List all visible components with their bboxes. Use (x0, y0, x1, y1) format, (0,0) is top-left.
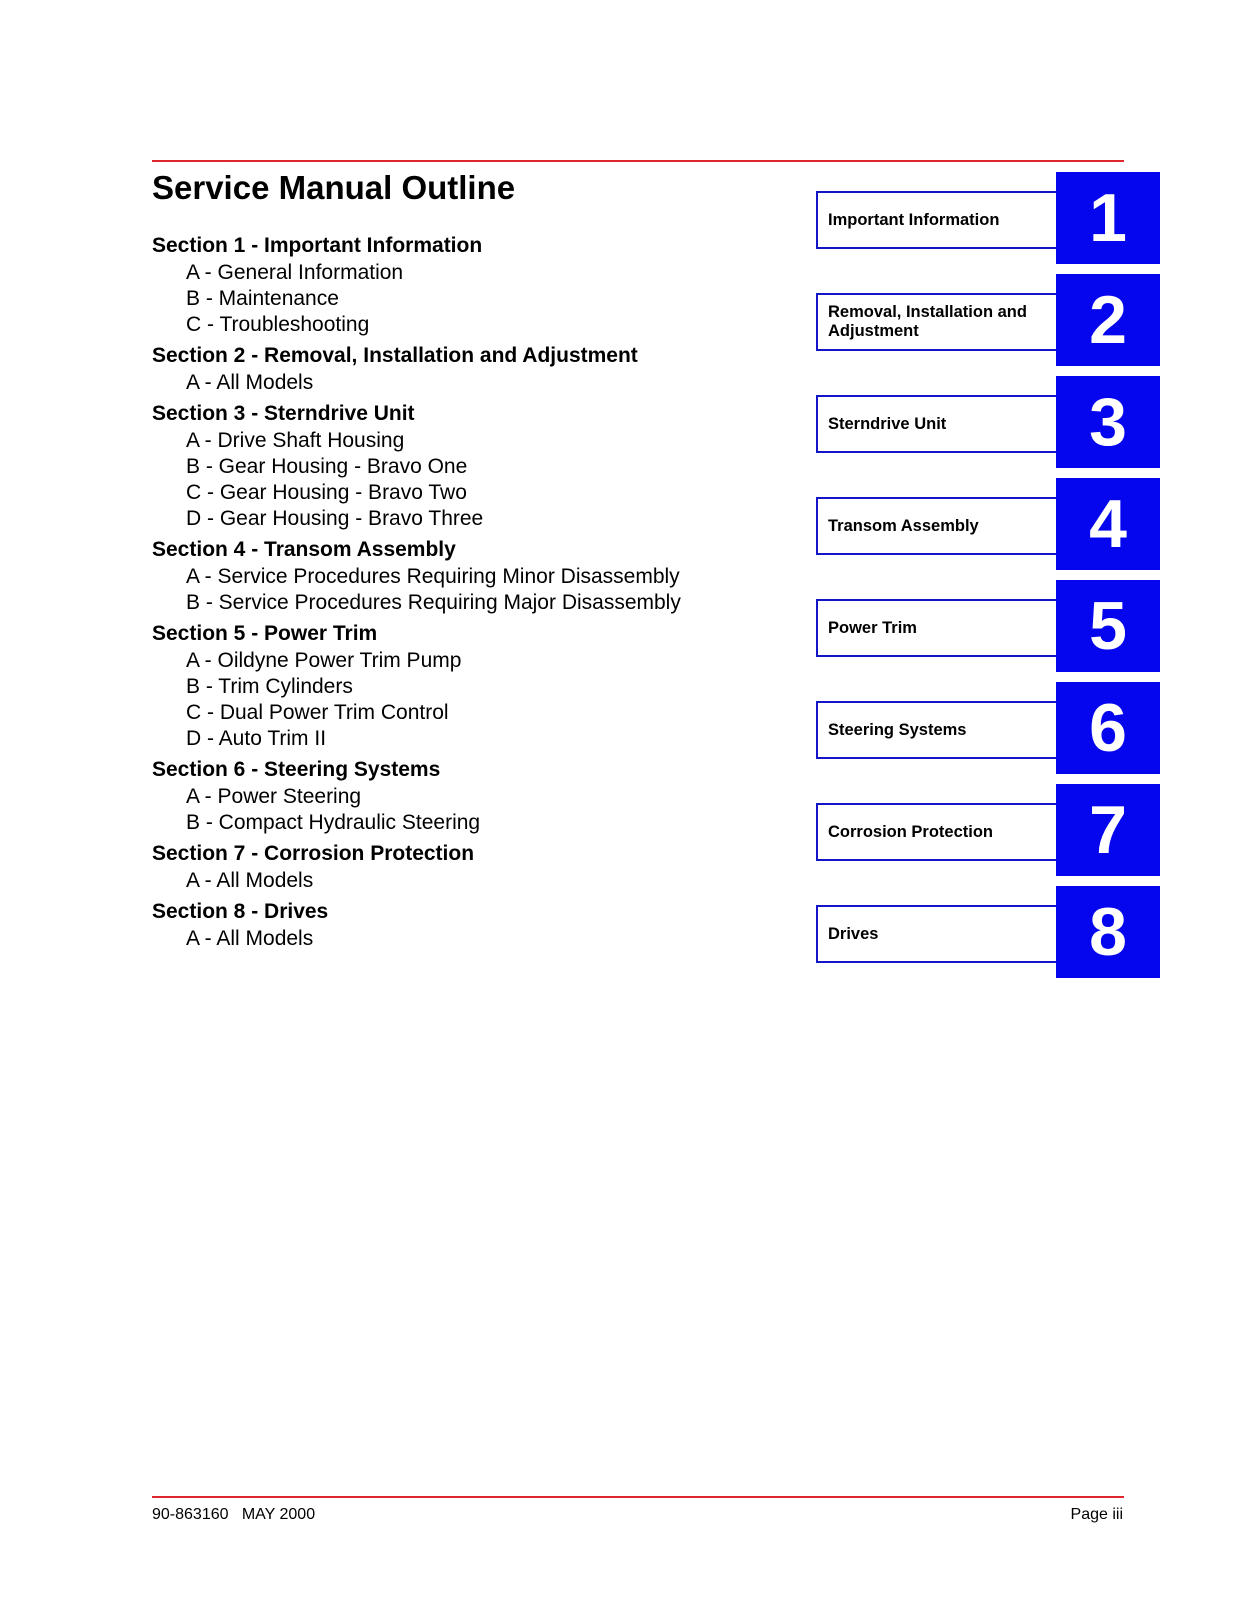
outline-section-title[interactable]: Section 3 - Sterndrive Unit (152, 402, 415, 425)
outline-subsection[interactable]: B - Service Procedures Requiring Major Disassembly (186, 591, 681, 614)
outline-section-title[interactable]: Section 4 - Transom Assembly (152, 538, 456, 561)
outline-subsection[interactable]: A - Service Procedures Requiring Minor Disassembly (186, 565, 680, 588)
outline-section (152, 898, 792, 952)
outline-subsection[interactable]: C - Dual Power Trim Control (186, 701, 449, 724)
outline-section-title[interactable]: Section 1 - Important Information (152, 234, 483, 257)
outline-section (152, 840, 792, 894)
outline-subsection[interactable]: A - All Models (186, 927, 314, 950)
outline-section (152, 756, 792, 836)
outline-section-title[interactable]: Section 8 - Drives (152, 900, 329, 923)
outline-subsection[interactable]: D - Gear Housing - Bravo Three (186, 507, 484, 530)
outline-section-title[interactable]: Section 2 - Removal, Installation and Adjustment (152, 344, 638, 367)
section-tab-number: 6 (1056, 682, 1160, 774)
section-tab-number: 1 (1056, 172, 1160, 264)
outline-subsection[interactable]: A - General Information (186, 261, 404, 284)
outline-subsection[interactable]: B - Gear Housing - Bravo One (186, 455, 468, 478)
section-tab-7[interactable] (816, 784, 1160, 876)
section-tab-label: Sterndrive Unit (816, 395, 1056, 453)
outline-section (152, 342, 792, 396)
section-tab-number: 5 (1056, 580, 1160, 672)
section-tab-number: 8 (1056, 886, 1160, 978)
section-tab-number: 3 (1056, 376, 1160, 468)
outline-subsection[interactable]: A - All Models (186, 869, 314, 892)
outline-subsection[interactable]: C - Troubleshooting (186, 313, 370, 336)
section-tab-1[interactable] (816, 172, 1160, 264)
section-tab-6[interactable] (816, 682, 1160, 774)
footer-page-number: Page iii (1070, 1506, 1123, 1523)
top-rule (152, 160, 1124, 162)
section-tab-4[interactable] (816, 478, 1160, 570)
outline-subsection[interactable]: D - Auto Trim II (186, 727, 327, 750)
page-title: Service Manual Outline (152, 169, 516, 206)
section-tab-8[interactable] (816, 886, 1160, 978)
outline-subsection[interactable]: B - Maintenance (186, 287, 339, 310)
section-tab-label: Corrosion Protection (816, 803, 1056, 861)
outline-section-title[interactable]: Section 7 - Corrosion Protection (152, 842, 475, 865)
outline-subsection[interactable]: C - Gear Housing - Bravo Two (186, 481, 467, 504)
outline-subsection[interactable]: A - Oildyne Power Trim Pump (186, 649, 462, 672)
outline-section (152, 620, 792, 752)
outline-subsection[interactable]: A - Drive Shaft Housing (186, 429, 405, 452)
outline-section (152, 232, 792, 338)
section-tab-label: Removal, Installation and Adjustment (816, 293, 1056, 351)
section-tab-label: Transom Assembly (816, 497, 1056, 555)
outline-section (152, 400, 792, 532)
section-tab-number: 2 (1056, 274, 1160, 366)
bottom-rule (152, 1496, 1124, 1498)
section-outline (152, 232, 792, 952)
section-tab-number: 7 (1056, 784, 1160, 876)
section-tab-label: Power Trim (816, 599, 1056, 657)
outline-subsection[interactable]: B - Compact Hydraulic Steering (186, 811, 481, 834)
section-tab-label: Drives (816, 905, 1056, 963)
outline-subsection[interactable]: B - Trim Cylinders (186, 675, 353, 698)
outline-section-title[interactable]: Section 5 - Power Trim (152, 622, 378, 645)
outline-section-title[interactable]: Section 6 - Steering Systems (152, 758, 441, 781)
section-tab-5[interactable] (816, 580, 1160, 672)
section-tab-3[interactable] (816, 376, 1160, 468)
outline-subsection[interactable]: A - Power Steering (186, 785, 362, 808)
outline-section (152, 536, 792, 616)
section-tab-label: Important Information (816, 191, 1056, 249)
section-tab-number: 4 (1056, 478, 1160, 570)
outline-subsection[interactable]: A - All Models (186, 371, 314, 394)
section-tab-2[interactable] (816, 274, 1160, 366)
footer-doc-id: 90-863160 MAY 2000 (152, 1506, 316, 1523)
section-tab-label: Steering Systems (816, 701, 1056, 759)
